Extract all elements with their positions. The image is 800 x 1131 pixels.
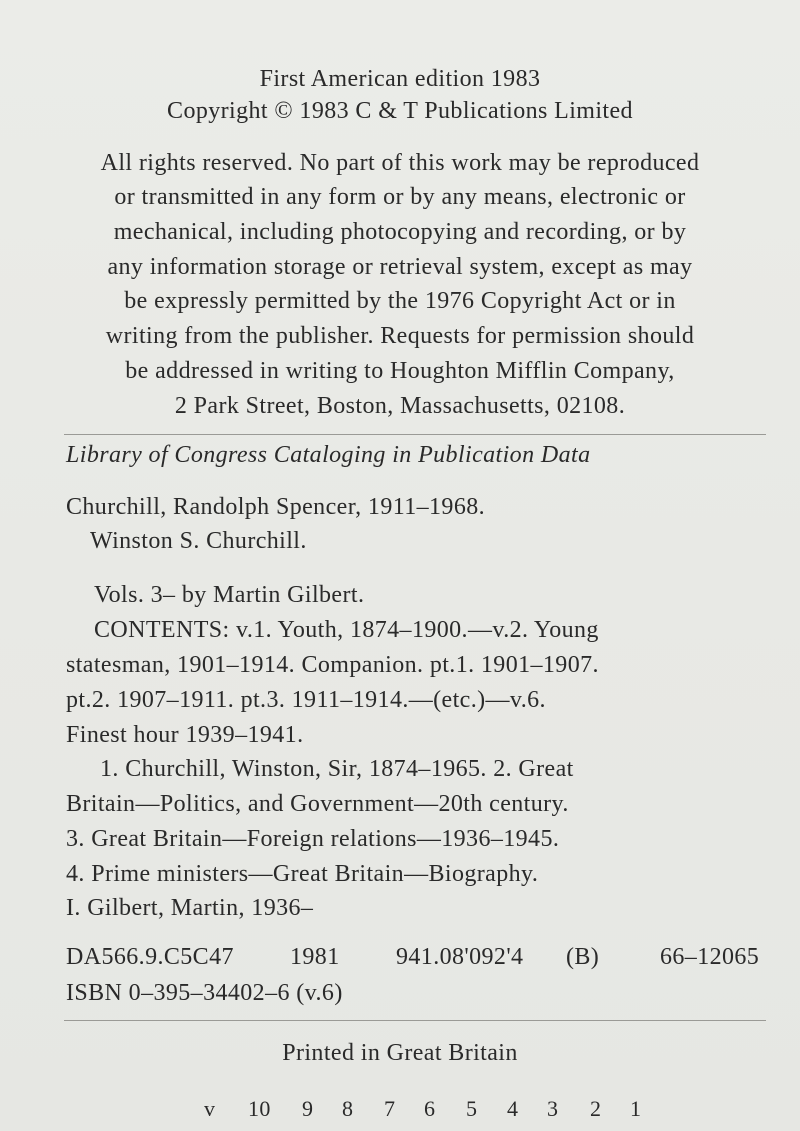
- call-number: DA566.9.C5C47: [66, 944, 234, 970]
- cip-line: 1. Churchill, Winston, Sir, 1874–1965. 2. Great: [100, 756, 574, 782]
- rights-line: writing from the publisher. Requests for permission should: [105, 323, 695, 349]
- publication-year: 1981: [290, 944, 340, 970]
- printing-number: v: [204, 1096, 216, 1121]
- printing-number: 5: [466, 1096, 478, 1121]
- cip-line: 3. Great Britain—Foreign relations—1936–1945.: [66, 826, 560, 852]
- cip-heading: Library of Congress Cataloging in Publication Data: [66, 442, 591, 468]
- printing-number: 10: [248, 1096, 271, 1121]
- printing-number: 3: [547, 1096, 559, 1121]
- rights-line: or transmitted in any form or by any means, electronic or: [114, 184, 686, 210]
- printing-number: 7: [384, 1096, 396, 1121]
- cip-line: Winston S. Churchill.: [90, 528, 307, 554]
- rights-line: be expressly permitted by the 1976 Copyright Act or in: [124, 288, 676, 314]
- cip-line: CONTENTS: v.1. Youth, 1874–1900.—v.2. Young: [94, 617, 599, 643]
- printing-number: 1: [630, 1096, 642, 1121]
- rights-line: any information storage or retrieval system, except as may: [107, 254, 693, 280]
- dewey-number: 941.08'092'4: [396, 944, 524, 970]
- cip-line: statesman, 1901–1914. Companion. pt.1. 1901–1907.: [66, 652, 599, 678]
- printing-number: 8: [342, 1096, 354, 1121]
- printed-in-line: Printed in Great Britain: [282, 1040, 518, 1066]
- copyright-line: Copyright © 1983 C & T Publications Limited: [167, 98, 633, 124]
- printing-number: 6: [424, 1096, 436, 1121]
- rights-line: 2 Park Street, Boston, Massachusetts, 02108.: [174, 393, 626, 419]
- cip-line: I. Gilbert, Martin, 1936–: [66, 895, 314, 921]
- divider-rule: [64, 434, 766, 435]
- edition-line: First American edition 1983: [259, 66, 541, 92]
- cip-line: 4. Prime ministers—Great Britain—Biography.: [66, 861, 539, 887]
- printing-number: 4: [507, 1096, 519, 1121]
- lccn-number: 66–12065: [660, 944, 760, 970]
- rights-line: be addressed in writing to Houghton Mifflin Company,: [125, 358, 675, 384]
- cip-line: Churchill, Randolph Spencer, 1911–1968.: [66, 494, 486, 520]
- cip-line: Vols. 3– by Martin Gilbert.: [94, 582, 365, 608]
- cip-line: Finest hour 1939–1941.: [66, 722, 304, 748]
- cip-line: Britain—Politics, and Government—20th century.: [66, 791, 569, 817]
- divider-rule: [64, 1020, 766, 1021]
- cip-line: pt.2. 1907–1911. pt.3. 1911–1914.—(etc.)—v.6.: [66, 687, 546, 713]
- rights-line: mechanical, including photocopying and recording, or by: [113, 219, 687, 245]
- biography-mark: (B): [566, 944, 600, 970]
- printing-number: 9: [302, 1096, 314, 1121]
- rights-line: All rights reserved. No part of this work may be reproduced: [100, 150, 700, 176]
- printing-number: 2: [590, 1096, 602, 1121]
- isbn-line: ISBN 0–395–34402–6 (v.6): [66, 980, 343, 1006]
